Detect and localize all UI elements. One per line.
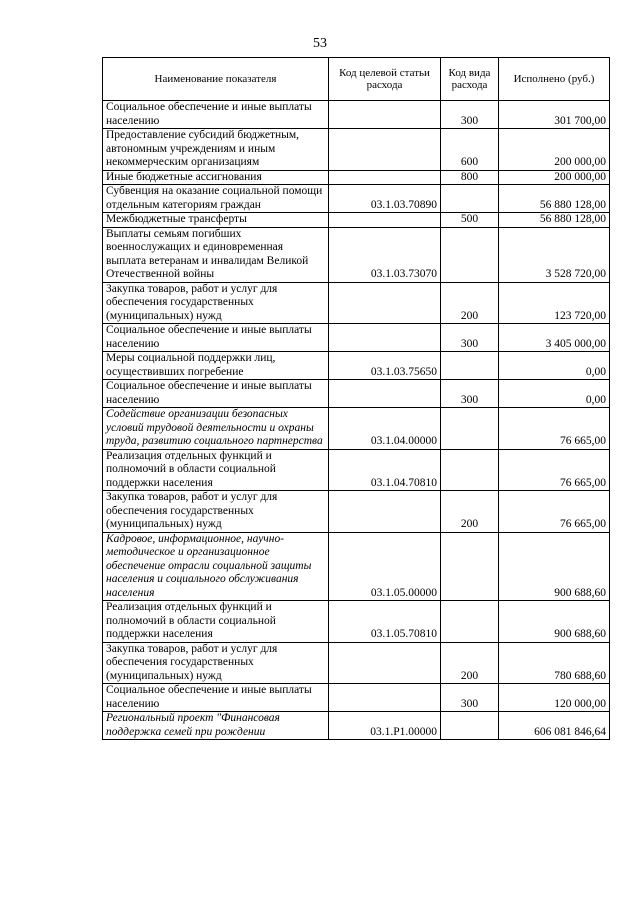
row-type-code bbox=[441, 227, 499, 282]
row-name: Кадровое, информационное, научно-методическое и организационное обеспечение отрасли социальной защиты населения и социального обслуживания населения bbox=[103, 532, 329, 601]
row-target-code bbox=[329, 642, 441, 684]
row-target-code bbox=[329, 101, 441, 129]
table-row bbox=[103, 449, 610, 491]
row-target-code bbox=[329, 213, 441, 228]
table-row bbox=[103, 324, 610, 352]
row-type-code: 300 bbox=[441, 380, 499, 408]
row-name: Выплаты семьям погибших военнослужащих и единовременная выплата ветеранам и инвалидам Великой Отечественной войны bbox=[103, 227, 329, 282]
row-name: Региональный проект "Финансовая поддержка семей при рождении bbox=[103, 712, 329, 740]
row-amount: 0,00 bbox=[499, 352, 610, 380]
table-row bbox=[103, 185, 610, 213]
row-name: Иные бюджетные ассигнования bbox=[103, 170, 329, 185]
table-row bbox=[103, 491, 610, 533]
row-target-code: 03.1.04.70810 bbox=[329, 449, 441, 491]
row-amount: 200 000,00 bbox=[499, 129, 610, 171]
row-target-code bbox=[329, 684, 441, 712]
table-row bbox=[103, 282, 610, 324]
row-amount: 900 688,60 bbox=[499, 532, 610, 601]
table-row bbox=[103, 170, 610, 185]
row-name: Закупка товаров, работ и услуг для обеспечения государственных (муниципальных) нужд bbox=[103, 491, 329, 533]
page-number: 53 bbox=[313, 36, 327, 51]
row-type-code bbox=[441, 185, 499, 213]
table-row bbox=[103, 408, 610, 450]
header-target-code: Код целевой статьи расхода bbox=[329, 58, 441, 101]
row-target-code bbox=[329, 170, 441, 185]
row-target-code bbox=[329, 380, 441, 408]
row-name: Субвенция на оказание социальной помощи отдельным категориям граждан bbox=[103, 185, 329, 213]
row-name: Социальное обеспечение и иные выплаты населению bbox=[103, 684, 329, 712]
row-amount: 0,00 bbox=[499, 380, 610, 408]
table-row bbox=[103, 352, 610, 380]
row-target-code: 03.1.03.70890 bbox=[329, 185, 441, 213]
row-amount: 200 000,00 bbox=[499, 170, 610, 185]
row-type-code: 300 bbox=[441, 684, 499, 712]
row-target-code: 03.1.P1.00000 bbox=[329, 712, 441, 740]
row-amount: 3 405 000,00 bbox=[499, 324, 610, 352]
row-name: Меры социальной поддержки лиц, осуществивших погребение bbox=[103, 352, 329, 380]
row-target-code: 03.1.04.00000 bbox=[329, 408, 441, 450]
row-amount: 123 720,00 bbox=[499, 282, 610, 324]
table-row bbox=[103, 129, 610, 171]
row-type-code bbox=[441, 408, 499, 450]
row-name: Межбюджетные трансферты bbox=[103, 213, 329, 228]
row-type-code: 200 bbox=[441, 642, 499, 684]
row-target-code bbox=[329, 491, 441, 533]
row-type-code bbox=[441, 352, 499, 380]
row-target-code bbox=[329, 129, 441, 171]
row-amount: 301 700,00 bbox=[499, 101, 610, 129]
row-name: Социальное обеспечение и иные выплаты населению bbox=[103, 380, 329, 408]
row-name: Предоставление субсидий бюджетным, автономным учреждениям и иным некоммерческим организациям bbox=[103, 129, 329, 171]
row-amount: 76 665,00 bbox=[499, 449, 610, 491]
row-type-code: 200 bbox=[441, 491, 499, 533]
row-type-code bbox=[441, 712, 499, 740]
table-row bbox=[103, 684, 610, 712]
row-target-code: 03.1.05.70810 bbox=[329, 601, 441, 643]
row-amount: 120 000,00 bbox=[499, 684, 610, 712]
row-amount: 76 665,00 bbox=[499, 491, 610, 533]
table-row bbox=[103, 227, 610, 282]
row-name: Социальное обеспечение и иные выплаты населению bbox=[103, 324, 329, 352]
row-name: Реализация отдельных функций и полномочий в области социальной поддержки населения bbox=[103, 601, 329, 643]
row-target-code bbox=[329, 324, 441, 352]
row-type-code: 300 bbox=[441, 101, 499, 129]
row-type-code: 800 bbox=[441, 170, 499, 185]
row-name: Закупка товаров, работ и услуг для обеспечения государственных (муниципальных) нужд bbox=[103, 282, 329, 324]
table-row bbox=[103, 380, 610, 408]
row-type-code bbox=[441, 601, 499, 643]
row-name: Социальное обеспечение и иные выплаты населению bbox=[103, 101, 329, 129]
row-amount: 900 688,60 bbox=[499, 601, 610, 643]
row-name: Содействие организации безопасных условий трудовой деятельности и охраны труда, развитию социального партнерства bbox=[103, 408, 329, 450]
budget-table bbox=[102, 57, 610, 740]
row-name: Реализация отдельных функций и полномочий в области социальной поддержки населения bbox=[103, 449, 329, 491]
row-type-code bbox=[441, 449, 499, 491]
row-type-code: 500 bbox=[441, 213, 499, 228]
row-amount: 76 665,00 bbox=[499, 408, 610, 450]
header-executed: Исполнено (руб.) bbox=[499, 58, 610, 101]
row-type-code: 300 bbox=[441, 324, 499, 352]
row-type-code bbox=[441, 532, 499, 601]
row-target-code: 03.1.03.75650 bbox=[329, 352, 441, 380]
row-amount: 56 880 128,00 bbox=[499, 213, 610, 228]
row-name: Закупка товаров, работ и услуг для обеспечения государственных (муниципальных) нужд bbox=[103, 642, 329, 684]
row-target-code: 03.1.03.73070 bbox=[329, 227, 441, 282]
table-row bbox=[103, 532, 610, 601]
table-row bbox=[103, 101, 610, 129]
row-amount: 3 528 720,00 bbox=[499, 227, 610, 282]
table-row bbox=[103, 642, 610, 684]
row-type-code: 200 bbox=[441, 282, 499, 324]
row-amount: 606 081 846,64 bbox=[499, 712, 610, 740]
row-amount: 56 880 128,00 bbox=[499, 185, 610, 213]
row-target-code bbox=[329, 282, 441, 324]
row-amount: 780 688,60 bbox=[499, 642, 610, 684]
header-type-code: Код вида расхода bbox=[441, 58, 499, 101]
table-row bbox=[103, 601, 610, 643]
row-type-code: 600 bbox=[441, 129, 499, 171]
row-target-code: 03.1.05.00000 bbox=[329, 532, 441, 601]
table-row bbox=[103, 213, 610, 228]
table-header-row bbox=[103, 58, 610, 101]
table-row bbox=[103, 712, 610, 740]
header-name: Наименование показателя bbox=[103, 58, 329, 101]
